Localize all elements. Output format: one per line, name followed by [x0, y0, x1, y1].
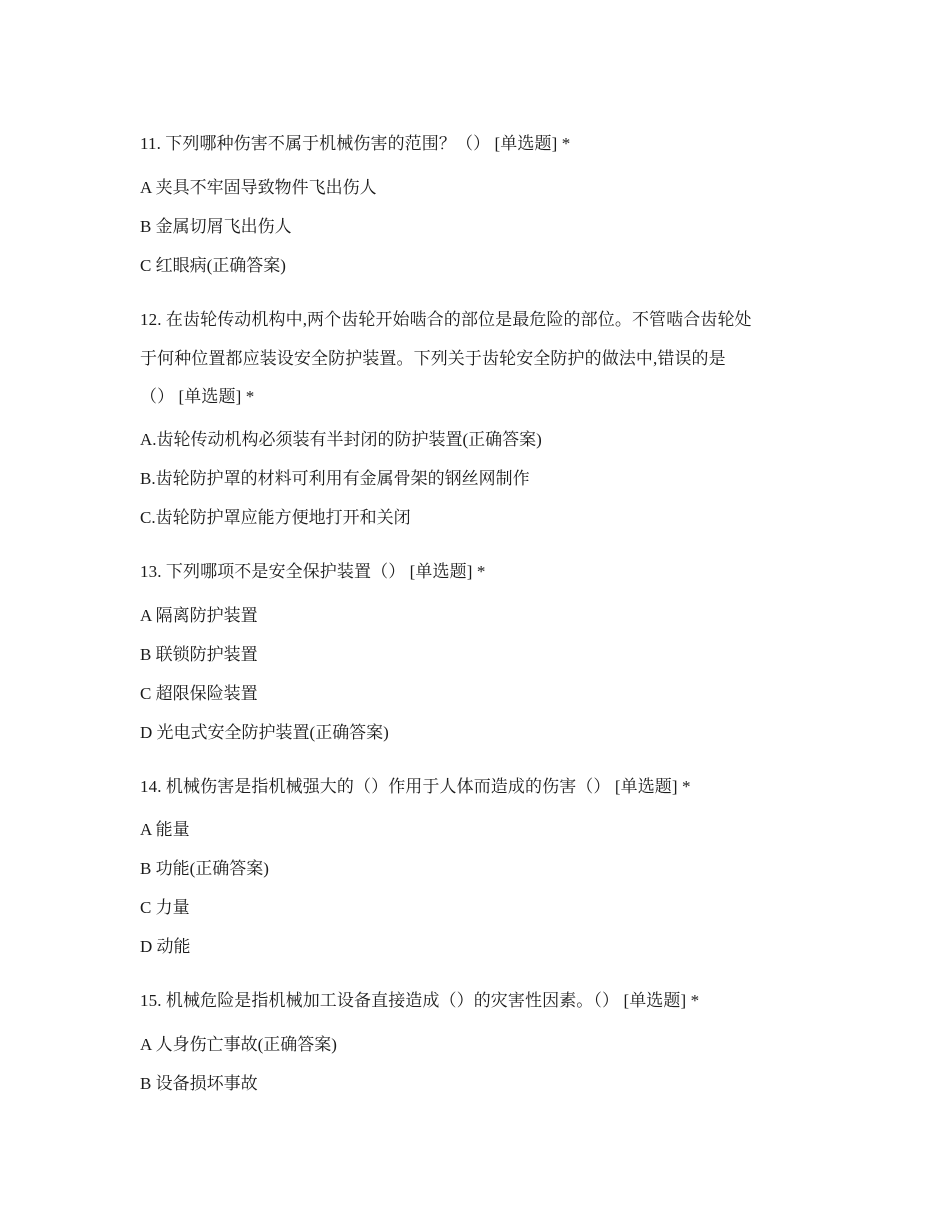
question-title: 15. 机械危险是指机械加工设备直接造成（）的灾害性因素。（） [单选题] *: [140, 991, 700, 1010]
answer-option: A 能量: [140, 820, 190, 839]
answer-option: C 力量: [140, 898, 190, 917]
answer-option: A 夹具不牢固导致物件飞出伤人: [140, 178, 377, 197]
answer-option: A.齿轮传动机构必须装有半封闭的防护装置(正确答案): [140, 430, 542, 449]
answer-option: B 设备损坏事故: [140, 1074, 258, 1093]
answer-option: B 联锁防护装置: [140, 645, 258, 664]
question-title: 13. 下列哪项不是安全保护装置（） [单选题] *: [140, 562, 486, 581]
answer-option: B 金属切屑飞出伤人: [140, 217, 292, 236]
question-title: 12. 在齿轮传动机构中,两个齿轮开始啮合的部位是最危险的部位。不管啮合齿轮处: [140, 310, 752, 329]
answer-option: B 功能(正确答案): [140, 859, 269, 878]
answer-option: C 红眼病(正确答案): [140, 256, 286, 275]
answer-option: D 动能: [140, 937, 191, 956]
answer-option: A 人身伤亡事故(正确答案): [140, 1035, 337, 1054]
question-title: 11. 下列哪种伤害不属于机械伤害的范围？（） [单选题] *: [140, 134, 571, 153]
question-title: （） [单选题] *: [140, 387, 255, 406]
question-title: 于何种位置都应装设安全防护装置。下列关于齿轮安全防护的做法中,错误的是: [140, 349, 726, 368]
answer-option: C.齿轮防护罩应能方便地打开和关闭: [140, 508, 411, 527]
answer-option: A 隔离防护装置: [140, 606, 258, 625]
answer-option: D 光电式安全防护装置(正确答案): [140, 723, 389, 742]
answer-option: C 超限保险装置: [140, 684, 258, 703]
answer-option: B.齿轮防护罩的材料可利用有金属骨架的钢丝网制作: [140, 469, 530, 488]
question-title: 14. 机械伤害是指机械强大的（）作用于人体而造成的伤害（） [单选题] *: [140, 777, 691, 796]
